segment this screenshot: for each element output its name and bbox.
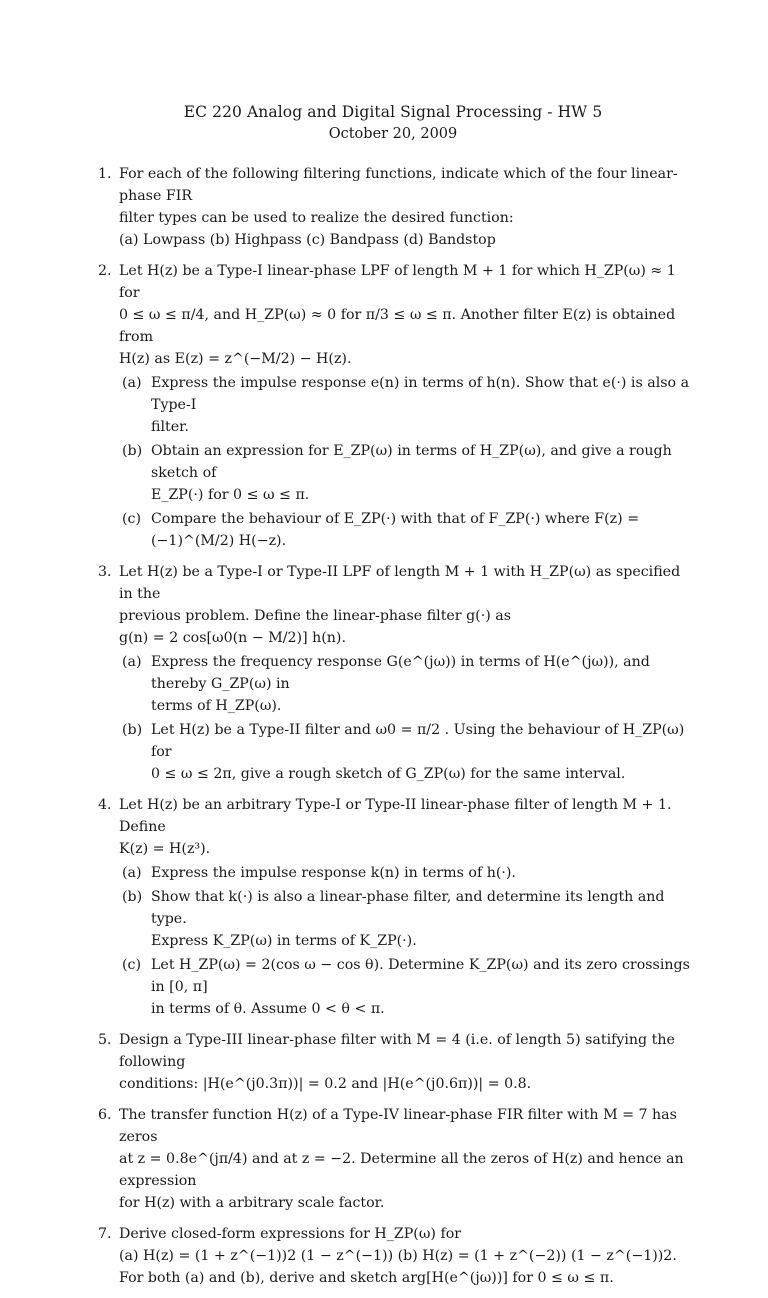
subpart-label: (b) — [122, 443, 143, 459]
subpart-label: (b) — [122, 889, 143, 905]
document-title: EC 220 Analog and Digital Signal Processing - HW 5 — [183, 103, 603, 121]
subpart-item — [119, 372, 698, 438]
problem-number: 6. — [98, 1107, 112, 1123]
problem-text-line: Derive closed-form expressions for H_ZP(ω) for — [119, 1226, 462, 1242]
problem-text-line: (a) Lowpass (b) Highpass (c) Bandpass (d) Bandstop — [119, 232, 496, 248]
problem-text-line: Design a Type-III linear-phase filter with M = 4 (i.e. of length 5) satifying the following — [119, 1032, 675, 1070]
subpart-text-line: Express the frequency response G(e^(jω)) in terms of H(e^(jω)), and thereby G_ZP(ω) in — [151, 654, 650, 692]
problem-item — [98, 163, 698, 251]
subpart-item — [119, 954, 698, 1020]
subpart-item — [119, 508, 698, 552]
problem-text-line: For each of the following filtering functions, indicate which of the four linear-phase FIR — [119, 166, 678, 204]
problem-text-line: H(z) as E(z) = z^(−M/2) − H(z). — [119, 351, 352, 367]
problem-number: 2. — [98, 263, 112, 279]
subpart-text-line: terms of H_ZP(ω). — [151, 698, 282, 714]
problem-number: 3. — [98, 564, 112, 580]
problem-text-line: filter types can be used to realize the desired function: — [119, 210, 514, 226]
subpart-list — [119, 372, 698, 552]
subpart-text-line: in terms of θ. Assume 0 < θ < π. — [151, 1001, 385, 1017]
problem-list — [98, 163, 698, 1298]
problem-item — [98, 794, 698, 1020]
subpart-item — [119, 886, 698, 952]
subpart-text-line: filter. — [151, 419, 189, 435]
subpart-item — [119, 440, 698, 506]
problem-item — [98, 1104, 698, 1214]
subpart-text-line: Obtain an expression for E_ZP(ω) in terms of H_ZP(ω), and give a rough sketch of — [151, 443, 672, 481]
subpart-item — [119, 719, 698, 785]
problem-text-line: (a) H(z) = (1 + z^(−1))2 (1 − z^(−1)) (b) H(z) = (1 + z^(−2)) (1 − z^(−1))2. — [119, 1248, 677, 1264]
subpart-text-line: Compare the behaviour of E_ZP(·) with that of F_ZP(·) where F(z) = (−1)^(M/2) H(−z). — [151, 511, 640, 549]
subpart-text-line: 0 ≤ ω ≤ 2π, give a rough sketch of G_ZP(ω) for the same interval. — [151, 766, 626, 782]
problem-item — [98, 1223, 698, 1289]
subpart-text-line: E_ZP(·) for 0 ≤ ω ≤ π. — [151, 487, 310, 503]
subpart-text-line: Express the impulse response e(n) in terms of h(n). Show that e(·) is also a Type-I — [151, 375, 690, 413]
subpart-list — [119, 862, 698, 1020]
problem-text-line: The transfer function H(z) of a Type-IV linear-phase FIR filter with M = 7 has zeros — [119, 1107, 677, 1145]
subpart-item — [119, 651, 698, 717]
subpart-list — [119, 651, 698, 785]
problem-text-line: conditions: |H(e^(j0.3π))| = 0.2 and |H(e^(j0.6π))| = 0.8. — [119, 1076, 532, 1092]
problem-text-line: Let H(z) be a Type-I linear-phase LPF of length M + 1 for which H_ZP(ω) ≈ 1 for — [119, 263, 676, 301]
subpart-label: (a) — [122, 654, 142, 670]
problem-item — [98, 260, 698, 552]
subpart-label: (c) — [122, 957, 142, 973]
problem-number: 7. — [98, 1226, 112, 1242]
document-date: October 20, 2009 — [328, 126, 458, 142]
subpart-text-line: Show that k(·) is also a linear-phase filter, and determine its length and type. — [151, 889, 665, 927]
problem-number: 4. — [98, 797, 112, 813]
problem-text-line: 0 ≤ ω ≤ π/4, and H_ZP(ω) ≈ 0 for π/3 ≤ ω ≤ π. Another filter E(z) is obtained from — [119, 307, 676, 345]
subpart-text-line: Express K_ZP(ω) in terms of K_ZP(·). — [151, 933, 417, 949]
problem-number: 1. — [98, 166, 112, 182]
subpart-text-line: Let H(z) be a Type-II filter and ω0 = π/2 . Using the behaviour of H_ZP(ω) for — [151, 722, 685, 760]
subpart-label: (a) — [122, 865, 142, 881]
problem-item — [98, 561, 698, 785]
problem-text-line: g(n) = 2 cos[ω0(n − M/2)] h(n). — [119, 630, 346, 646]
problem-text-line: for H(z) with a arbitrary scale factor. — [119, 1195, 385, 1211]
subpart-text-line: Let H_ZP(ω) = 2(cos ω − cos θ). Determine K_ZP(ω) and its zero crossings in [0, π] — [151, 957, 690, 995]
problem-text-line: For both (a) and (b), derive and sketch arg[H(e^(jω))] for 0 ≤ ω ≤ π. — [119, 1270, 614, 1286]
problem-number: 5. — [98, 1032, 112, 1048]
problem-item — [98, 1029, 698, 1095]
subpart-item — [119, 862, 698, 884]
subpart-label: (a) — [122, 375, 142, 391]
subpart-text-line: Express the impulse response k(n) in terms of h(·). — [151, 865, 516, 881]
problem-text-line: at z = 0.8e^(jπ/4) and at z = −2. Determine all the zeros of H(z) and hence an expression — [119, 1151, 684, 1189]
subpart-label: (c) — [122, 511, 142, 527]
problem-text-line: Let H(z) be an arbitrary Type-I or Type-II linear-phase filter of length M + 1. Define — [119, 797, 672, 835]
subpart-label: (b) — [122, 722, 143, 738]
problem-text-line: Let H(z) be a Type-I or Type-II LPF of length M + 1 with H_ZP(ω) as specified in the — [119, 564, 681, 602]
problem-text-line: K(z) = H(z³). — [119, 841, 211, 857]
problem-text-line: previous problem. Define the linear-phase filter g(·) as — [119, 608, 512, 624]
